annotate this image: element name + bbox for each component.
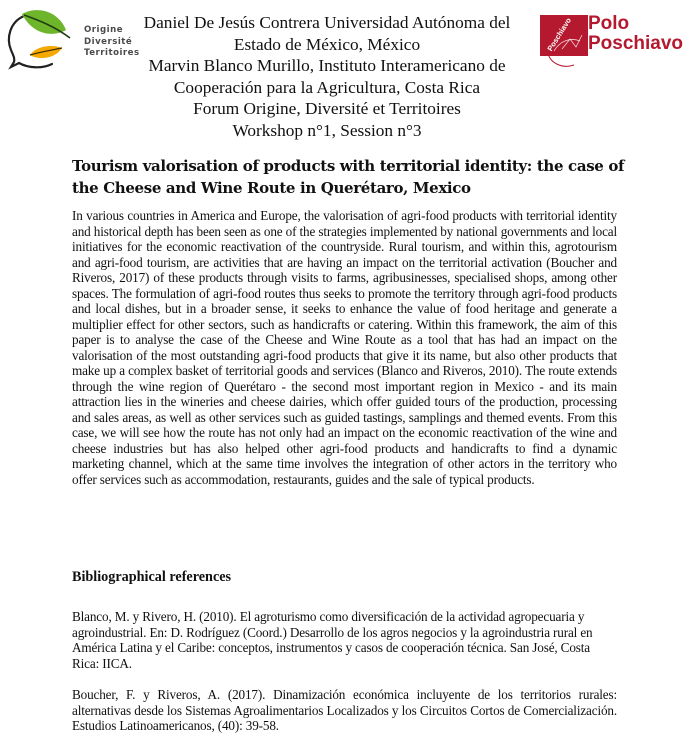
affiliation-line: Forum Origine, Diversité et Territoires <box>193 99 461 118</box>
affiliation-line: Daniel De Jesús Contrera Universidad Autónoma del <box>143 13 511 32</box>
references-heading: Bibliographical references <box>72 569 232 585</box>
affiliation-line: Estado de México, México <box>233 34 421 54</box>
logo-badge-text: Poschiavo <box>545 16 573 53</box>
author-affiliations <box>142 12 512 141</box>
orange-leaf-icon <box>30 46 62 58</box>
reference-item: Boucher, F. y Riveros, A. (2017). Dinamización económica incluyente de los territorios rurales: alternativas desde los Sistemas Agroalimentarios Localizados y los Circuitos Cortos de Comercialización. Estudios Latinoamericanos, (40): 39-58. <box>72 687 617 733</box>
logo-line-poschiavo: Poschiavo <box>588 33 684 54</box>
logo-line-origine: Origine <box>84 25 124 35</box>
reference-item: Blanco, M. y Rivero, H. (2010). El agroturismo como diversificación de la actividad agropecuaria y agroindustrial. En: D. Rodríguez (Coord.) Desarrollo de los agros negocios y la agroindustria rural en América Latina y el Caribe: conceptos, instrumentos y casos de cooperación técnica. San José, Costa Rica: IICA. <box>72 609 593 671</box>
polo-poschiavo-logo <box>540 15 691 67</box>
affiliation-line: Workshop n°1, Session n°3 <box>232 120 422 140</box>
affiliation-line: Marvin Blanco Murillo, Instituto Interamericano de <box>148 56 506 75</box>
logo-line-diversite: Diversité <box>84 36 133 47</box>
abstract-paragraph: In various countries in America and Europe, the valorisation of agri-food products with territorial identity and historical depth has been seen as one of the strategies implemented by national governments and local initiatives for the economic reactivation of the countryside. Rural tourism, and within this, agrotourism and agri-food tourism, are activities that are having an impact on the territorial activation (Boucher and Riveros, 2017) of these products through visits to farms, agribusinesses, specialised shops, among other spaces. The formulation of agri-food routes thus seeks to promote the territory through agri-food products and local dishes, but in a broader sense, it seeks to enhance the value of food heritage and generate a multiplier effect for other sectors, such as handicrafts or catering. Within this framework, the aim of this paper is to analyse the case of the Cheese and Wine Route as a tool that has had an impact on the valorisation of the most outstanding agri-food products that give it its name, but also other products that make up a complex basket of territorial goods and services (Blanco and Riveros, 2010). The route extends through the wine region of Querétaro - the second most important region in Mexico - and its main attraction lies in the wineries and cheese dairies, which offer guided tours of the production, processing and sales areas, as well as other services such as guided tastings, samplings and themed events. From this case, we will see how the route has not only had an impact on the economic reactivation of the wine and cheese industries but has also helped other agri-food products and handicrafts to find a dynamic marketing channel, which at the same time involves the integration of other actors in the territory who offer services such as accommodation, restaurants, guides and the sale of typical products. <box>72 208 617 487</box>
affiliation-line: Cooperación para la Agricultura, Costa Rica <box>173 77 481 97</box>
logo-brand-name <box>588 14 683 54</box>
logo-line-polo: Polo <box>588 13 630 34</box>
origine-diversite-territoires-logo <box>2 4 142 70</box>
logo-line-territoires: Territoires <box>84 48 140 58</box>
leaf-speech-bubble-icon <box>2 4 82 70</box>
document-title: Tourism valorisation of products with territorial identity: the case of the Cheese and Wine Route in Querétaro, Mexico <box>72 157 625 197</box>
logo-wordmark <box>84 25 140 60</box>
